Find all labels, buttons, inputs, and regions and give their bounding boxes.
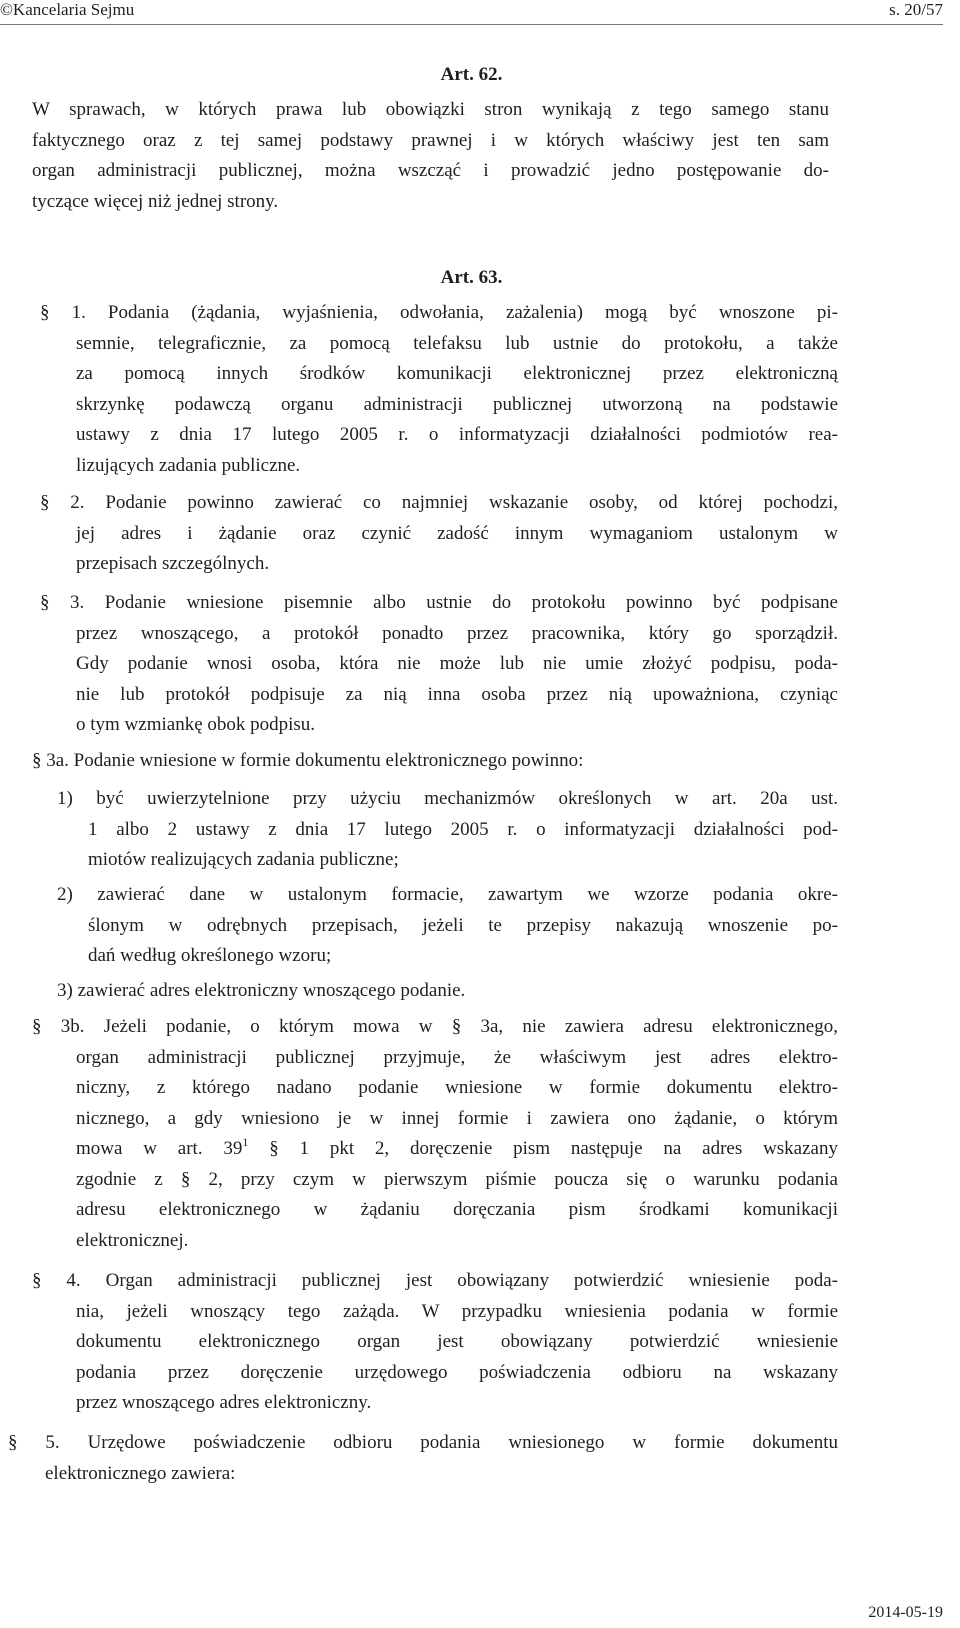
text-line: za pomocą innych środków komunikacji elektronicznej przez elektroniczną [76,363,838,384]
paragraph-3b [32,1012,838,1256]
text-line: 2) zawierać dane w ustalonym formacie, zawartym we wzorze podania okre- [57,884,838,905]
text-line: semnie, telegraficznie, za pomocą telefaksu lub ustnie do protokołu, a także [76,332,838,354]
text-line: elektronicznej. [76,1229,189,1251]
superscript: 1 [242,1135,249,1149]
text-line: W sprawach, w których prawa lub obowiązki stron wynikają z tego samego stanu [32,99,829,120]
text-line: Gdy podanie wnosi osoba, która nie może lub nie umie złożyć podpisu, poda- [76,653,838,674]
paragraph-4 [32,1266,838,1419]
text-line: miotów realizujących zadania publiczne; [88,849,399,870]
text-line: skrzynkę podawczą organu administracji publicznej utworzoną na podstawie [76,393,838,415]
text-line-with-superscript [32,1134,838,1165]
paragraph-3a-item-2 [32,880,838,972]
paragraph-3a-item-3 [32,976,838,1007]
text-line: o tym wzmiankę obok podpisu. [76,714,316,735]
text-line: dań według określonego wzoru; [88,945,332,966]
text-line: § 5. Urzędowe poświadczenie odbioru podania wniesionego w formie dokumentu [8,1432,838,1453]
text-line: lizujących zadania publiczne. [76,454,301,476]
header-rule [0,24,943,25]
header-page-number: s. 20/57 [889,0,943,19]
text-line: przez wnoszącego adres elektroniczny. [76,1392,372,1413]
text-line: przez wnoszącego, a protokół ponadto przez pracownika, który go sporządził. [76,622,838,644]
text-line: adresu elektronicznego w żądaniu doręczania pism środkami komunikacji [76,1199,838,1220]
text-line: nie lub protokół podpisuje za nią inna osoba przez nią upoważniona, czyniąc [76,683,838,705]
footer-date: 2014-05-19 [868,1604,943,1621]
article-63-title: Art. 63. [440,267,503,288]
text-line: niczny, z którego nadano podanie wniesione w formie dokumentu elektro- [76,1077,838,1098]
text-line: § 3. Podanie wniesione pisemnie albo ustnie do protokołu powinno być podpisane [40,592,838,613]
text-line: § 2. Podanie powinno zawierać co najmniej wskazanie osoby, od której pochodzi, [40,492,838,513]
text-line: ślonym w odrębnych przepisach, jeżeli te przepisy nakazują wnoszenie po- [88,914,838,936]
paragraph-2 [32,488,838,580]
text-line: 1) być uwierzytelnione przy użyciu mechanizmów określonych w art. 20a ust. [57,788,838,809]
text-line: ustawy z dnia 17 lutego 2005 r. o informatyzacji działalności podmiotów rea- [76,424,838,445]
text-fragment: mowa w art. 39 [76,1138,243,1159]
text-line: organ administracji publicznej przyjmuje, że właściwym jest adres elektro- [76,1046,838,1068]
article-62-title: Art. 62. [440,64,503,85]
article-62-text [32,95,829,217]
text-line: podania przez doręczenie urzędowego poświadczenia odbioru na wskazany [76,1361,838,1383]
text-line: elektronicznego zawiera: [45,1462,236,1484]
text-line: dokumentu elektronicznego organ jest obowiązany potwierdzić wniesienie [76,1331,838,1352]
text-line: § 1. Podania (żądania, wyjaśnienia, odwołania, zażalenia) mogą być wnoszone pi- [40,302,838,323]
text-line: przepisach szczególnych. [76,553,270,574]
text-line: 1 albo 2 ustawy z dnia 17 lutego 2005 r. o informatyzacji działalności pod- [88,818,838,840]
header-source: ©Kancelaria Sejmu [0,0,135,19]
paragraph-1 [32,298,838,481]
text-line: jej adres i żądanie oraz czynić zadość innym wymaganiom ustalonym w [76,522,838,544]
text-line: organ administracji publicznej, można wszcząć i prowadzić jedno postępowanie do- [32,160,829,181]
text-line: § 3b. Jeżeli podanie, o którym mowa w § 3a, nie zawiera adresu elektronicznego, [32,1016,838,1037]
text-line: zgodnie z § 2, przy czym w pierwszym piśmie poucza się o warunku podania [76,1168,838,1190]
text-line: nicznego, a gdy wniesiono je w innej formie i zawiera ono żądanie, o którym [76,1107,838,1129]
text-fragment: § 1 pkt 2, doręczenie pism następuje na adres wskazany [248,1138,838,1159]
text-line: 3) zawierać adres elektroniczny wnoszącego podanie. [57,980,466,1001]
paragraph-3a-item-1 [32,784,838,876]
text-line: § 3a. Podanie wniesione w formie dokumentu elektronicznego powinno: [32,750,584,771]
paragraph-5 [8,1428,838,1489]
text-line: faktycznego oraz z tej samej podstawy prawnej i w których właściwy jest ten sam [32,129,829,151]
text-line: tyczące więcej niż jednej strony. [32,190,279,212]
text-line: § 4. Organ administracji publicznej jest obowiązany potwierdzić wniesienie poda- [32,1270,838,1291]
paragraph-3a [32,746,838,777]
text-line: nia, jeżeli wnoszący tego zażąda. W przypadku wniesienia podania w formie [76,1300,838,1322]
paragraph-3 [32,588,838,741]
